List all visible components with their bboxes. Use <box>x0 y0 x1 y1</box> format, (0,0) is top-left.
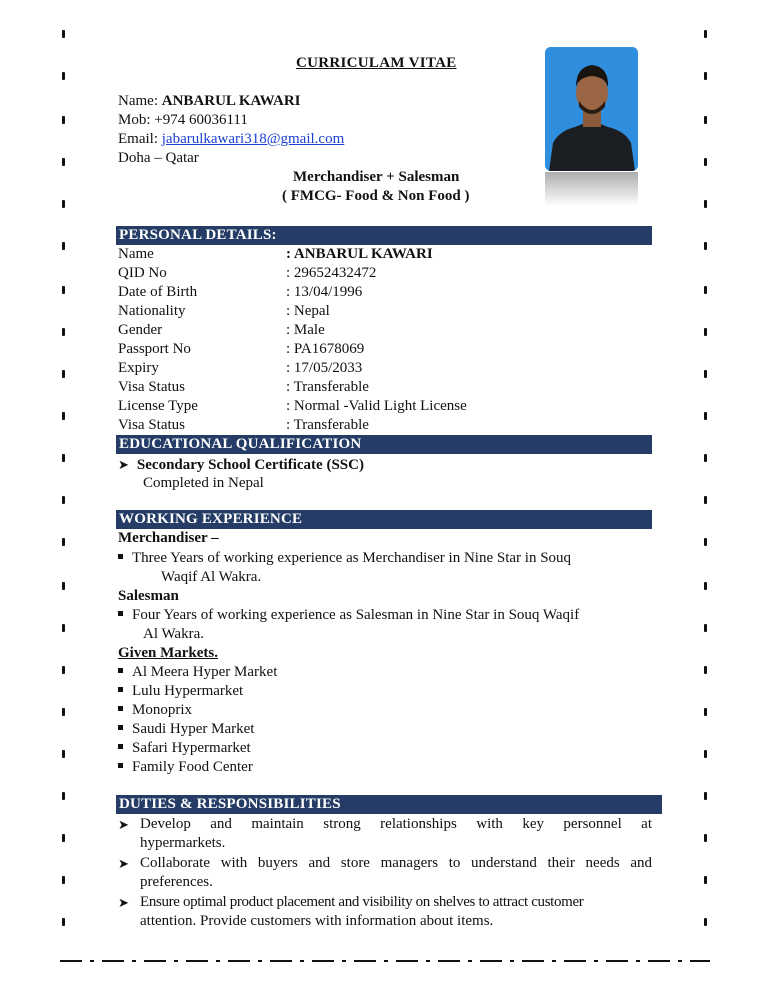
market-item <box>118 739 251 758</box>
markets-title <box>118 644 218 663</box>
square-bullet-icon <box>118 763 123 768</box>
arrow-bullet-icon: ➤ <box>118 457 129 472</box>
markets-label: Given Markets. <box>118 645 218 661</box>
market-name: Saudi Hyper Market <box>132 721 255 737</box>
square-bullet-icon <box>118 744 123 749</box>
detail-label: QID No <box>118 265 167 281</box>
merchandiser-text: Three Years of working experience as Merchandiser in Nine Star in Souq <box>132 550 572 566</box>
market-name: Safari Hypermarket <box>132 740 251 756</box>
bottom-border <box>60 960 710 962</box>
detail-value: : 13/04/1996 <box>286 284 363 300</box>
duty-text-cont: hypermarkets. <box>140 835 226 851</box>
duty-item <box>118 815 137 835</box>
duty-text: Ensure optimal product placement and visibility on shelves to attract customer <box>140 894 584 910</box>
duty-item <box>118 854 137 874</box>
detail-label: License Type <box>118 398 198 414</box>
detail-label: Visa Status <box>118 379 186 395</box>
duty-text-cont: attention. Provide customers with information about items. <box>140 913 494 929</box>
detail-label: Passport No <box>118 341 191 357</box>
detail-value: : Transferable <box>286 379 369 395</box>
name-label: Name: <box>118 93 158 109</box>
email-link[interactable]: jabarulkawari318@gmail.com <box>161 131 345 147</box>
email-label: Email: <box>118 131 158 147</box>
education-heading: EDUCATIONAL QUALIFICATION <box>116 435 652 454</box>
position-subtitle: ( FMCG- Food & Non Food ) <box>282 188 470 204</box>
market-name: Al Meera Hyper Market <box>132 664 278 680</box>
detail-value: : Normal -Valid Light License <box>286 398 467 414</box>
detail-label: Nationality <box>118 303 186 319</box>
market-name: Family Food Center <box>132 759 253 775</box>
market-item <box>118 663 277 682</box>
duty-text: Collaborate with buyers and store managers to understand their needs and <box>140 855 652 871</box>
square-bullet-icon <box>118 725 123 730</box>
salesman-title <box>118 587 179 606</box>
square-bullet-icon <box>118 554 123 559</box>
detail-label: Expiry <box>118 360 159 376</box>
salesman-detail <box>118 606 579 625</box>
detail-value: : ANBARUL KAWARI <box>286 246 433 262</box>
market-item <box>118 720 254 739</box>
right-border <box>704 30 710 930</box>
personal-details-heading: PERSONAL DETAILS: <box>116 226 652 245</box>
position-title: Merchandiser + Salesman <box>293 169 460 185</box>
salesman-detail-cont: Al Wakra. <box>143 626 204 642</box>
page-title: CURRICULAM VITAE <box>296 55 457 71</box>
education-detail: Completed in Nepal <box>143 475 264 491</box>
detail-value: : Nepal <box>286 303 330 319</box>
photo-reflection <box>545 172 638 206</box>
duty-item <box>118 893 137 913</box>
detail-value: : 29652432472 <box>286 265 377 281</box>
name-value: ANBARUL KAWARI <box>161 93 301 109</box>
left-border <box>62 30 68 930</box>
market-name: Monoprix <box>132 702 192 718</box>
detail-value: : 17/05/2033 <box>286 360 363 376</box>
duty-text-cont: preferences. <box>140 874 213 890</box>
mob-value: +974 60036111 <box>154 112 248 128</box>
square-bullet-icon <box>118 611 123 616</box>
merchandiser-label: Merchandiser – <box>118 530 219 546</box>
contact-mobile <box>118 111 248 130</box>
education-title: Secondary School Certificate (SSC) <box>136 457 364 473</box>
merchandiser-title <box>118 529 219 548</box>
mob-label: Mob: <box>118 112 151 128</box>
detail-label: Gender <box>118 322 163 338</box>
detail-label: Name <box>118 246 154 262</box>
detail-value: : Transferable <box>286 417 369 433</box>
detail-label: Visa Status <box>118 417 186 433</box>
education-item <box>118 455 364 475</box>
arrow-bullet-icon: ➤ <box>118 895 129 910</box>
market-item <box>118 758 253 777</box>
square-bullet-icon <box>118 687 123 692</box>
detail-label: Date of Birth <box>118 284 198 300</box>
duties-heading: DUTIES & RESPONSIBILITIES <box>116 795 662 814</box>
arrow-bullet-icon: ➤ <box>118 817 129 832</box>
market-name: Lulu Hypermarket <box>132 683 244 699</box>
contact-location: Doha – Qatar <box>118 150 199 166</box>
profile-photo <box>545 47 638 171</box>
square-bullet-icon <box>118 668 123 673</box>
contact-name <box>118 92 301 111</box>
arrow-bullet-icon: ➤ <box>118 856 129 871</box>
detail-value: : PA1678069 <box>286 341 365 357</box>
market-item <box>118 701 192 720</box>
experience-heading: WORKING EXPERIENCE <box>116 510 652 529</box>
person-portrait-icon <box>545 47 638 171</box>
merchandiser-detail-cont: Waqif Al Wakra. <box>161 569 262 585</box>
market-item <box>118 682 243 701</box>
square-bullet-icon <box>118 706 123 711</box>
duty-text: Develop and maintain strong relationships with key personnel at <box>140 816 652 832</box>
merchandiser-detail <box>118 549 571 568</box>
salesman-label: Salesman <box>118 588 179 604</box>
detail-value: : Male <box>286 322 325 338</box>
salesman-text: Four Years of working experience as Salesman in Nine Star in Souq Waqif <box>132 607 580 623</box>
contact-email <box>118 130 344 149</box>
